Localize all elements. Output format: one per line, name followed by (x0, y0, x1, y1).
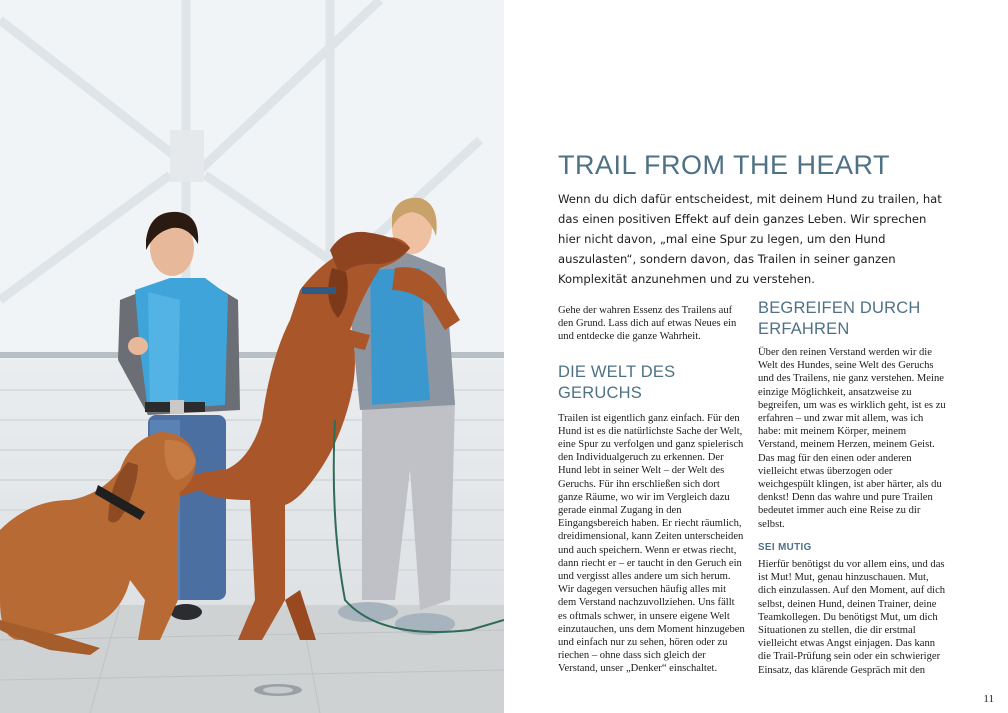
right-column (758, 298, 948, 677)
article-page (504, 0, 1008, 713)
page-number: 11 (983, 693, 994, 705)
article-title: TRAIL FROM THE HEART (558, 150, 891, 180)
section-heading-begreifen: BEGREIFEN DURCH ERFAHREN (758, 299, 921, 338)
section-text-geruch: Trailen ist eigentlich ganz einfach. Für den Hund ist es die natürlichste Sache der Welt, eine Spur zu verfolgen und ganz spielerisch den Individualgeruch zu erkennen. Der Hund lebt in seiner Welt – der Welt des Geruchs. Für ihn erschließen sich dort ganze Räume, wo wir im Vergleich dazu gerade einmal Zugang in den Eingangsbereich haben. Er riecht räumlich, dreidimensional, kann Zeiten unterscheiden und auch speichern. Wenn er etwas riecht, dann riecht er – er taucht in den Geruch ein und vergisst alles andere um sich herum. Wir dagegen versuchen häufig alles mit dem Verstand nachzuvollziehen. Uns fällt es oftmals schwer, in unsere eigene Welt einzutauchen, uns dem Moment hinzugeben und einfach nur zu sehen, hören oder zu riechen – ohne dass sich gleich der Verstand, unser „Denker“ einschaltet. (558, 412, 745, 675)
subsection-text-mutig: Hierfür benötigst du vor allem eins, und das ist Mut! Mut, genau hinzuschauen. Mut, dich einzulassen. Auf den Moment, auf dich selbst, deinen Hund, deinen Trainer, deine Teamkollegen. Du benötigst Mut, um dich Situationen zu stellen, die dir erstmal vielleicht etwas Angst einjagen. Das kann die Trail-Prüfung sein oder ein schwieriger Einsatz, das klärende Gespräch mit den (758, 559, 946, 676)
intro-paragraph: Wenn du dich dafür entscheidest, mit deinem Hund zu trailen, hat das einen positiven Effekt auf dein ganzes Leben. Wir sprechen hier nicht davon, „mal eine Spur zu legen, um den Hund auszulasten“, sondern davon, das Trailen in seiner ganzen Komplexität anzunehmen und zu verstehen. (558, 192, 942, 286)
lead-paragraph: Gehe der wahren Essenz des Trailens auf den Grund. Lass dich auf etwas Neues ein und entdecke die ganze Wahrheit. (558, 305, 737, 343)
section-text-begreifen: Über den reinen Verstand werden wir die Welt des Hundes, seine Welt des Geruchs und des Trailens, nie ganz verstehen. Meine einzige Möglichkeit, ansatzweise zu begreifen, um was es wirklich geht, ist es zu erfahren – und zwar mit allem, was ich habe: mit meinem Körper, meinem Verstand, meinem Herzen, meinem Geist. Das mag für den einen oder anderen vielleicht etwas überzogen oder weichgespült klingen, ist aber härter, als du denkst! Denn das wahre und pure Trailen bedeutet immer auch eine Reise zu dir selbst. (758, 347, 946, 530)
subsection-heading-mutig: SEI MUTIG (758, 541, 812, 553)
left-column (558, 304, 746, 676)
section-heading-geruch: DIE WELT DES GERUCHS (558, 362, 676, 402)
